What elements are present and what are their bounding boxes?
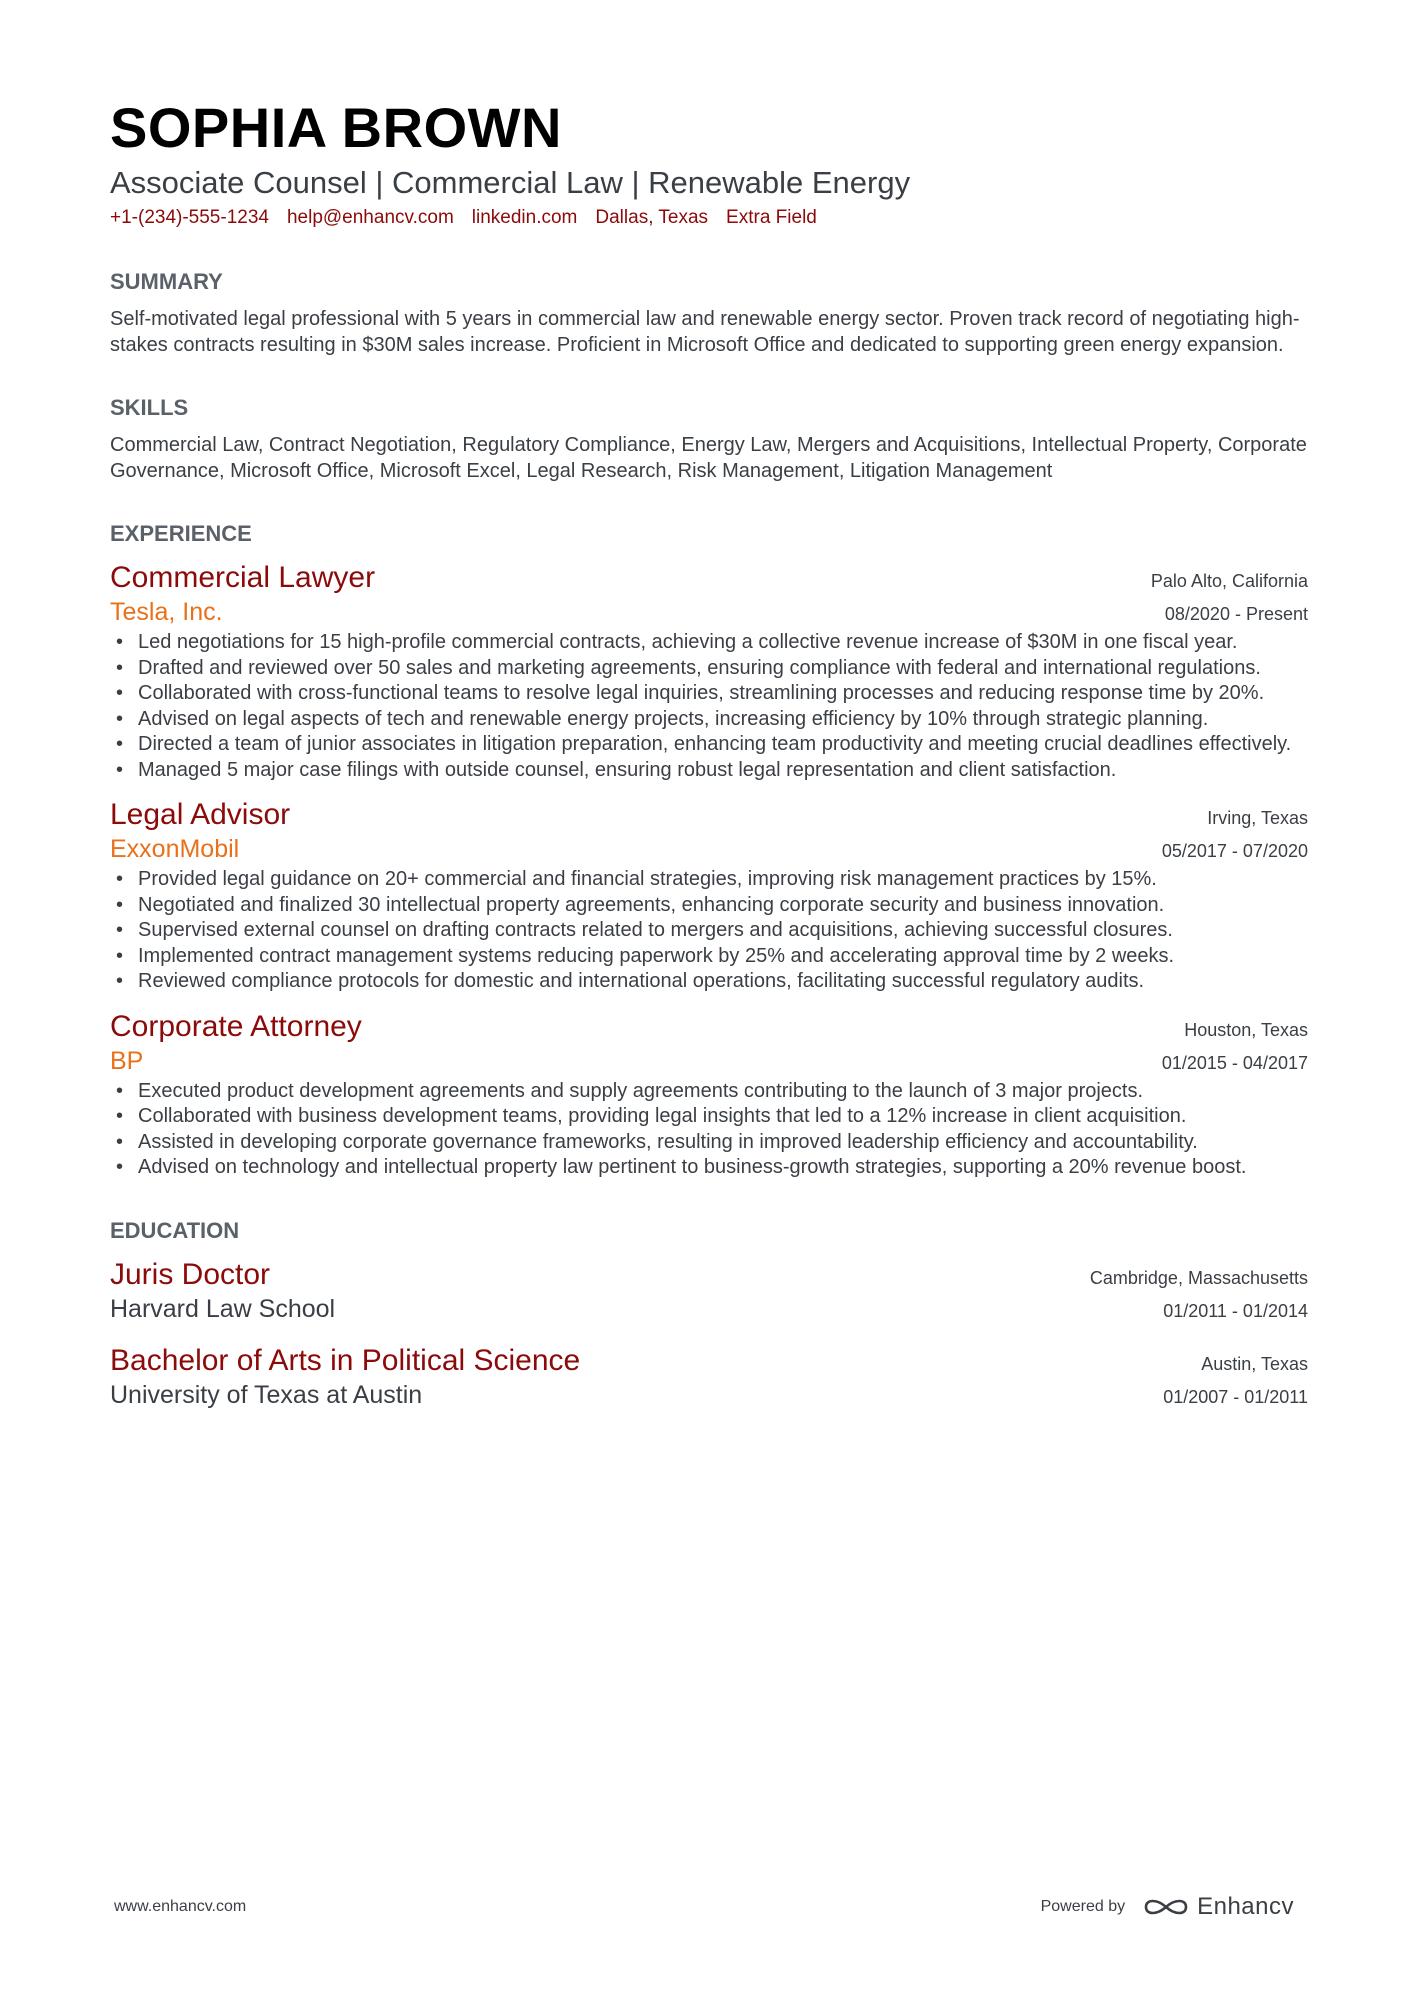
enhancv-logo-icon [1143,1895,1189,1919]
achievement-item: • Provided legal guidance on 20+ commercial and financial strategies, improving risk management practices by 15%. [138,867,1308,893]
education-heading: EDUCATION [110,1217,240,1243]
achievement-item: • Collaborated with cross-functional teams to resolve legal inquiries, streamlining processes and reducing response time by 20%. [138,681,1308,707]
contact-bar [110,206,1308,230]
education-dates: 01/2011 - 01/2014 [1163,1300,1308,1321]
contact-extra: Extra Field [726,207,817,228]
headline: Associate Counsel | Commercial Law | Renewable Energy [110,165,911,200]
job-title: Legal Advisor [110,798,291,831]
achievement-item: • Advised on legal aspects of tech and renewable energy projects, increasing efficiency by 10% through strategic planning. [138,707,1308,733]
experience-entry [110,560,1308,783]
page-footer [114,1893,1294,1921]
school-name: University of Texas at Austin [110,1380,423,1409]
achievement-item: • Advised on technology and intellectual property law pertinent to business-growth strategies, supporting a 20% revenue boost. [138,1155,1308,1181]
job-title: Corporate Attorney [110,1009,362,1043]
achievement-list [110,867,1308,995]
resume-page [110,96,1308,1411]
job-location: Irving, Texas [1207,808,1308,828]
job-location: Houston, Texas [1184,1019,1308,1040]
job-dates: 08/2020 - Present [1164,604,1308,624]
job-dates: 01/2015 - 04/2017 [1161,1052,1308,1073]
contact-phone[interactable]: +1-(234)-555-1234 [110,207,269,228]
achievement-list [110,630,1308,783]
achievement-item: • Assisted in developing corporate governance frameworks, resulting in improved leadership efficiency and accountability. [138,1130,1308,1156]
job-location: Palo Alto, California [1150,571,1308,591]
achievement-item: • Led negotiations for 15 high-profile commercial contracts, achieving a collective revenue increase of $30M in one fiscal year. [138,630,1308,656]
achievement-item: • Negotiated and finalized 30 intellectual property agreements, enhancing corporate security and business innovation. [138,893,1308,919]
summary-heading: SUMMARY [110,269,223,294]
education-entry [110,1257,1308,1325]
brand-logo[interactable] [1143,1893,1294,1921]
experience-entry [110,1009,1308,1181]
school-name: Harvard Law School [110,1294,336,1323]
skills-text: Commercial Law, Contract Negotiation, Regulatory Compliance, Energy Law, Mergers and Acquisitions, Intellectual Property, Corporate Governance, Microsoft Office, Microsoft Excel, Legal Research, Risk Management, Litigation Management [110,434,1307,482]
experience-entry [110,797,1308,995]
achievement-item: • Managed 5 major case filings with outside counsel, ensuring robust legal representation and client satisfaction. [138,758,1308,784]
achievement-item: • Executed product development agreements and supply agreements contributing to the launch of 3 major projects. [138,1079,1308,1105]
job-dates: 05/2017 - 07/2020 [1161,841,1308,861]
contact-email[interactable]: help@enhancv.com [286,207,454,228]
job-title: Commercial Lawyer [110,561,376,594]
school-location: Austin, Texas [1201,1353,1308,1374]
contact-location: Dallas, Texas [595,207,709,228]
achievement-item: • Implemented contract management systems reducing paperwork by 25% and accelerating approval time by 2 weeks. [138,944,1308,970]
education-dates: 01/2007 - 01/2011 [1163,1386,1308,1407]
education-entry [110,1343,1308,1411]
achievement-item: • Drafted and reviewed over 50 sales and marketing agreements, ensuring compliance with federal and international regulations. [138,656,1308,682]
degree-title: Juris Doctor [110,1257,271,1291]
powered-by-label: Powered by [1040,1898,1126,1915]
experience-heading: EXPERIENCE [110,521,252,546]
company-name: BP [110,1046,144,1075]
company-name: ExxonMobil [110,835,240,863]
achievement-item: • Supervised external counsel on drafting contracts related to mergers and acquisitions, achieving successful closures. [138,918,1308,944]
achievement-list [110,1079,1308,1181]
summary-text: Self-motivated legal professional with 5 years in commercial law and renewable energy sector. Proven track record of negotiating high-stakes contracts resulting in $30M sales increase. Proficient in Microsoft Office and dedicated to supporting green energy expansion. [110,308,1300,356]
school-location: Cambridge, Massachusetts [1089,1267,1308,1288]
achievement-item: • Collaborated with business development teams, providing legal insights that led to a 12% increase in client acquisition. [138,1104,1308,1130]
brand-name: Enhancv [1197,1893,1294,1920]
skills-heading: SKILLS [110,395,189,420]
company-name: Tesla, Inc. [110,598,223,626]
degree-title: Bachelor of Arts in Political Science [110,1343,581,1377]
footer-website-link[interactable]: www.enhancv.com [114,1898,247,1915]
candidate-name: SOPHIA BROWN [110,96,562,159]
contact-linkedin[interactable]: linkedin.com [471,207,578,228]
powered-by [1041,1893,1294,1921]
achievement-item: • Directed a team of junior associates in litigation preparation, enhancing team productivity and meeting crucial deadlines effectively. [138,732,1308,758]
achievement-item: • Reviewed compliance protocols for domestic and international operations, facilitating successful regulatory audits. [138,969,1308,995]
